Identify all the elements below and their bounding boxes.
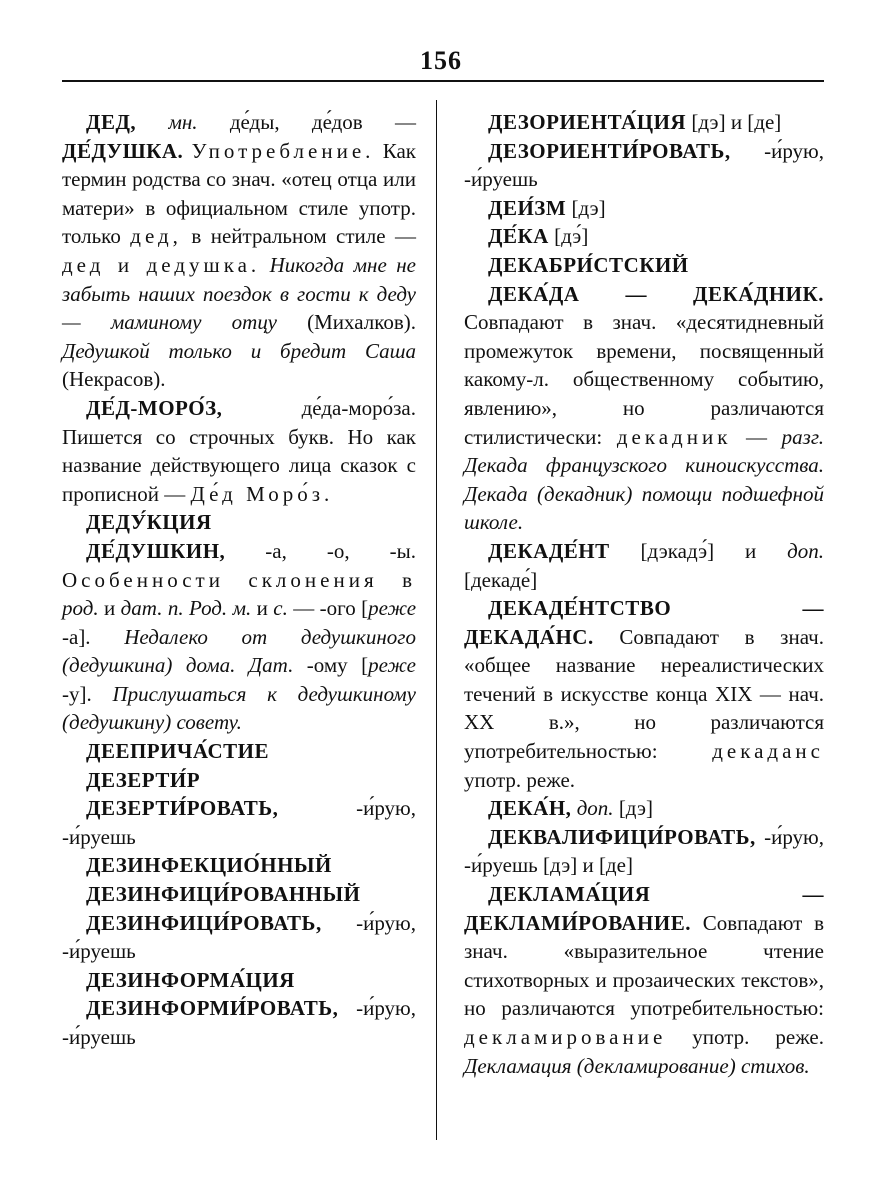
forms: -и́рую, -и́руешь: [62, 996, 416, 1049]
headword: ДЕЗИНФИЦИ́РОВАТЬ,: [86, 910, 322, 935]
entry-dekabristsky: [464, 251, 824, 280]
example: Дедушкой только и бредит Саша: [62, 338, 416, 363]
entry-dezinfektsionny: [62, 851, 416, 880]
pronunciation: [дэкадэ́] и: [640, 538, 757, 563]
headword: ДЕИ́ЗМ: [488, 195, 567, 220]
forms: -и́рую, -и́руешь [дэ] и [де]: [464, 824, 824, 878]
grammar-label: род.: [62, 596, 99, 621]
definition: Совпадают в знач. «общее название нереалистических течений в искусстве конца XIX — нач. XX в.», но различаются употребительностью:: [464, 624, 824, 764]
grammar-label: доп.: [787, 538, 825, 563]
text: -ому [: [306, 653, 369, 678]
entry-deka: [464, 222, 824, 251]
pronunciation: [дэ]: [618, 796, 654, 821]
headword: ДЕКА́Н,: [488, 796, 572, 821]
definition: Совпадают в знач. «выразительное чтение стихотворных и прозаических текстов», но различаются употребительностью:: [464, 910, 824, 1021]
headword: ДЕЗЕРТИ́РОВАТЬ,: [86, 796, 279, 821]
entry-dezorientatsiya: [464, 108, 824, 137]
abbreviation: мн.: [168, 110, 198, 134]
source: (Некрасов).: [62, 367, 166, 392]
entry-deizm: [464, 194, 824, 223]
spaced-word: декаданс: [712, 739, 824, 764]
headword: ДЕД,: [86, 110, 137, 134]
pronunciation: [дэ́]: [554, 224, 589, 249]
text: -у].: [62, 681, 92, 706]
entry-dekan: [464, 794, 824, 823]
entry-dekadentstvo: [464, 594, 824, 794]
header-rule: [62, 80, 824, 82]
entry-dedushkin: [62, 537, 416, 737]
headword: ДЕКАДЕ́НТСТВО — ДЕКАДА́НС.: [464, 596, 824, 649]
entry-ded-moroz: [62, 394, 416, 508]
headword: ДЕКЛАМА́ЦИЯ — ДЕКЛАМИ́РОВАНИЕ.: [464, 882, 824, 935]
headword: ДЕКАБРИ́СТСКИЙ: [488, 252, 689, 277]
forms: -а, -о, -ы.: [265, 538, 416, 563]
page-number: 156: [420, 46, 462, 75]
spaced-word: дед и дедушка.: [62, 252, 261, 277]
headword: ДЕЕПРИЧА́СТИЕ: [86, 739, 270, 764]
entry-dezorientirovat: [464, 137, 824, 194]
forms: де́да-моро́за.: [301, 395, 416, 420]
forms: -и́рую, -и́руешь: [62, 910, 416, 964]
definition: Пишется со строчных букв. Но как название действующего лица сказок с прописной —: [62, 424, 416, 506]
spaced-word: дед,: [130, 224, 182, 249]
text: и: [256, 596, 268, 621]
text: —: [746, 424, 768, 449]
headword: ДЕ́Д-МОРО́З,: [86, 395, 223, 420]
headword: ДЕЗОРИЕНТА́ЦИЯ: [488, 110, 687, 134]
left-column: [62, 108, 416, 1052]
headword: ДЕЗЕРТИ́Р: [86, 767, 201, 792]
example: Недалеко от дедушкиного (дедушкина) дома. Дат.: [62, 624, 416, 678]
headword: ДЕЗОРИЕНТИ́РОВАТЬ,: [488, 138, 731, 163]
grammar-label: дат. п. Род. м.: [120, 596, 252, 621]
headword: ДЕЗИНФИЦИ́РОВАННЫЙ: [86, 882, 361, 907]
source: (Михалков).: [307, 310, 417, 335]
example: Декада французского киноискусства. Декада (декадник) помощи подшефной школе.: [464, 453, 824, 535]
pronunciation: [дэ]: [571, 195, 606, 220]
definition: в нейтральном стиле —: [191, 224, 417, 249]
entry-dekadent: [464, 537, 824, 594]
entry-deduktsiya: [62, 508, 416, 537]
headword: ДЕЗИНФОРМИ́РОВАТЬ,: [86, 996, 339, 1021]
pronunciation: [декаде́]: [464, 567, 538, 592]
headword: ДЕДУ́КЦИЯ: [86, 510, 212, 535]
example: Декламация (декламирование) стихов.: [464, 1053, 810, 1078]
entry-dezinfitsirovat: [62, 909, 416, 966]
headword: ДЕКА́ДА — ДЕКА́ДНИК.: [488, 281, 824, 306]
text: и: [104, 596, 116, 621]
usage-label: Особенности склонения в: [62, 567, 416, 592]
entry-dezinformatsiya: [62, 966, 416, 995]
column-divider: [436, 100, 437, 1140]
text: употр. реже.: [692, 1025, 824, 1049]
headword: ДЕКАДЕ́НТ: [488, 538, 610, 563]
spaced-word: декадник: [616, 424, 732, 449]
entry-dezertir: [62, 766, 416, 795]
entry-deklamatsiya: [464, 880, 824, 1080]
grammar-label: с.: [273, 596, 288, 621]
forms: де́ды, де́дов —: [229, 110, 417, 134]
text: -а].: [62, 624, 91, 649]
pronunciation: [дэ] и [де]: [691, 110, 782, 134]
grammar-label: разг.: [781, 424, 825, 449]
headword: ДЕКВАЛИФИЦИ́РОВАТЬ,: [488, 824, 756, 849]
spaced-word: Де́д Моро́з.: [190, 481, 334, 506]
entry-dezinfitsirovanny: [62, 880, 416, 909]
grammar-label: реже: [368, 596, 417, 621]
entry-dekada: [464, 280, 824, 537]
right-column: [464, 108, 824, 1080]
headword: ДЕ́ДУШКА.: [62, 138, 184, 163]
spaced-word: декламирование: [464, 1025, 667, 1049]
entry-ded: [62, 108, 416, 394]
definition: Как термин родства со знач. «отец отца или матери» в официальном стиле употр. только: [62, 138, 417, 249]
grammar-label: реже: [368, 653, 416, 678]
example: Никогда мне не забыть наших поездок в гости к деду — маминому отцу: [62, 252, 416, 335]
forms: -и́рую, -и́руешь: [464, 138, 824, 192]
headword: ДЕ́КА: [488, 224, 549, 249]
grammar-label: доп.: [576, 796, 614, 821]
entry-deeprichastie: [62, 737, 416, 766]
forms: -и́рую, -и́руешь: [62, 796, 416, 849]
definition: Совпадают в знач. «десятидневный промежуток времени, посвященный какому-л. общественному событию, явлению», но различаются стилистически:: [464, 310, 824, 449]
headword: ДЕЗИНФОРМА́ЦИЯ: [86, 967, 295, 992]
entry-dekvalifitsirovat: [464, 823, 824, 880]
entry-dezinformirovat: [62, 994, 416, 1051]
text: употр. реже.: [464, 767, 576, 792]
usage-label: Употребление.: [191, 138, 375, 163]
headword: ДЕ́ДУШКИН,: [86, 538, 226, 563]
entry-dezertirovat: [62, 794, 416, 851]
text: — -ого [: [293, 596, 369, 621]
headword: ДЕЗИНФЕКЦИО́ННЫЙ: [86, 853, 332, 878]
example: Прислушаться к дедушкиному (дедушкину) совету.: [62, 681, 417, 735]
